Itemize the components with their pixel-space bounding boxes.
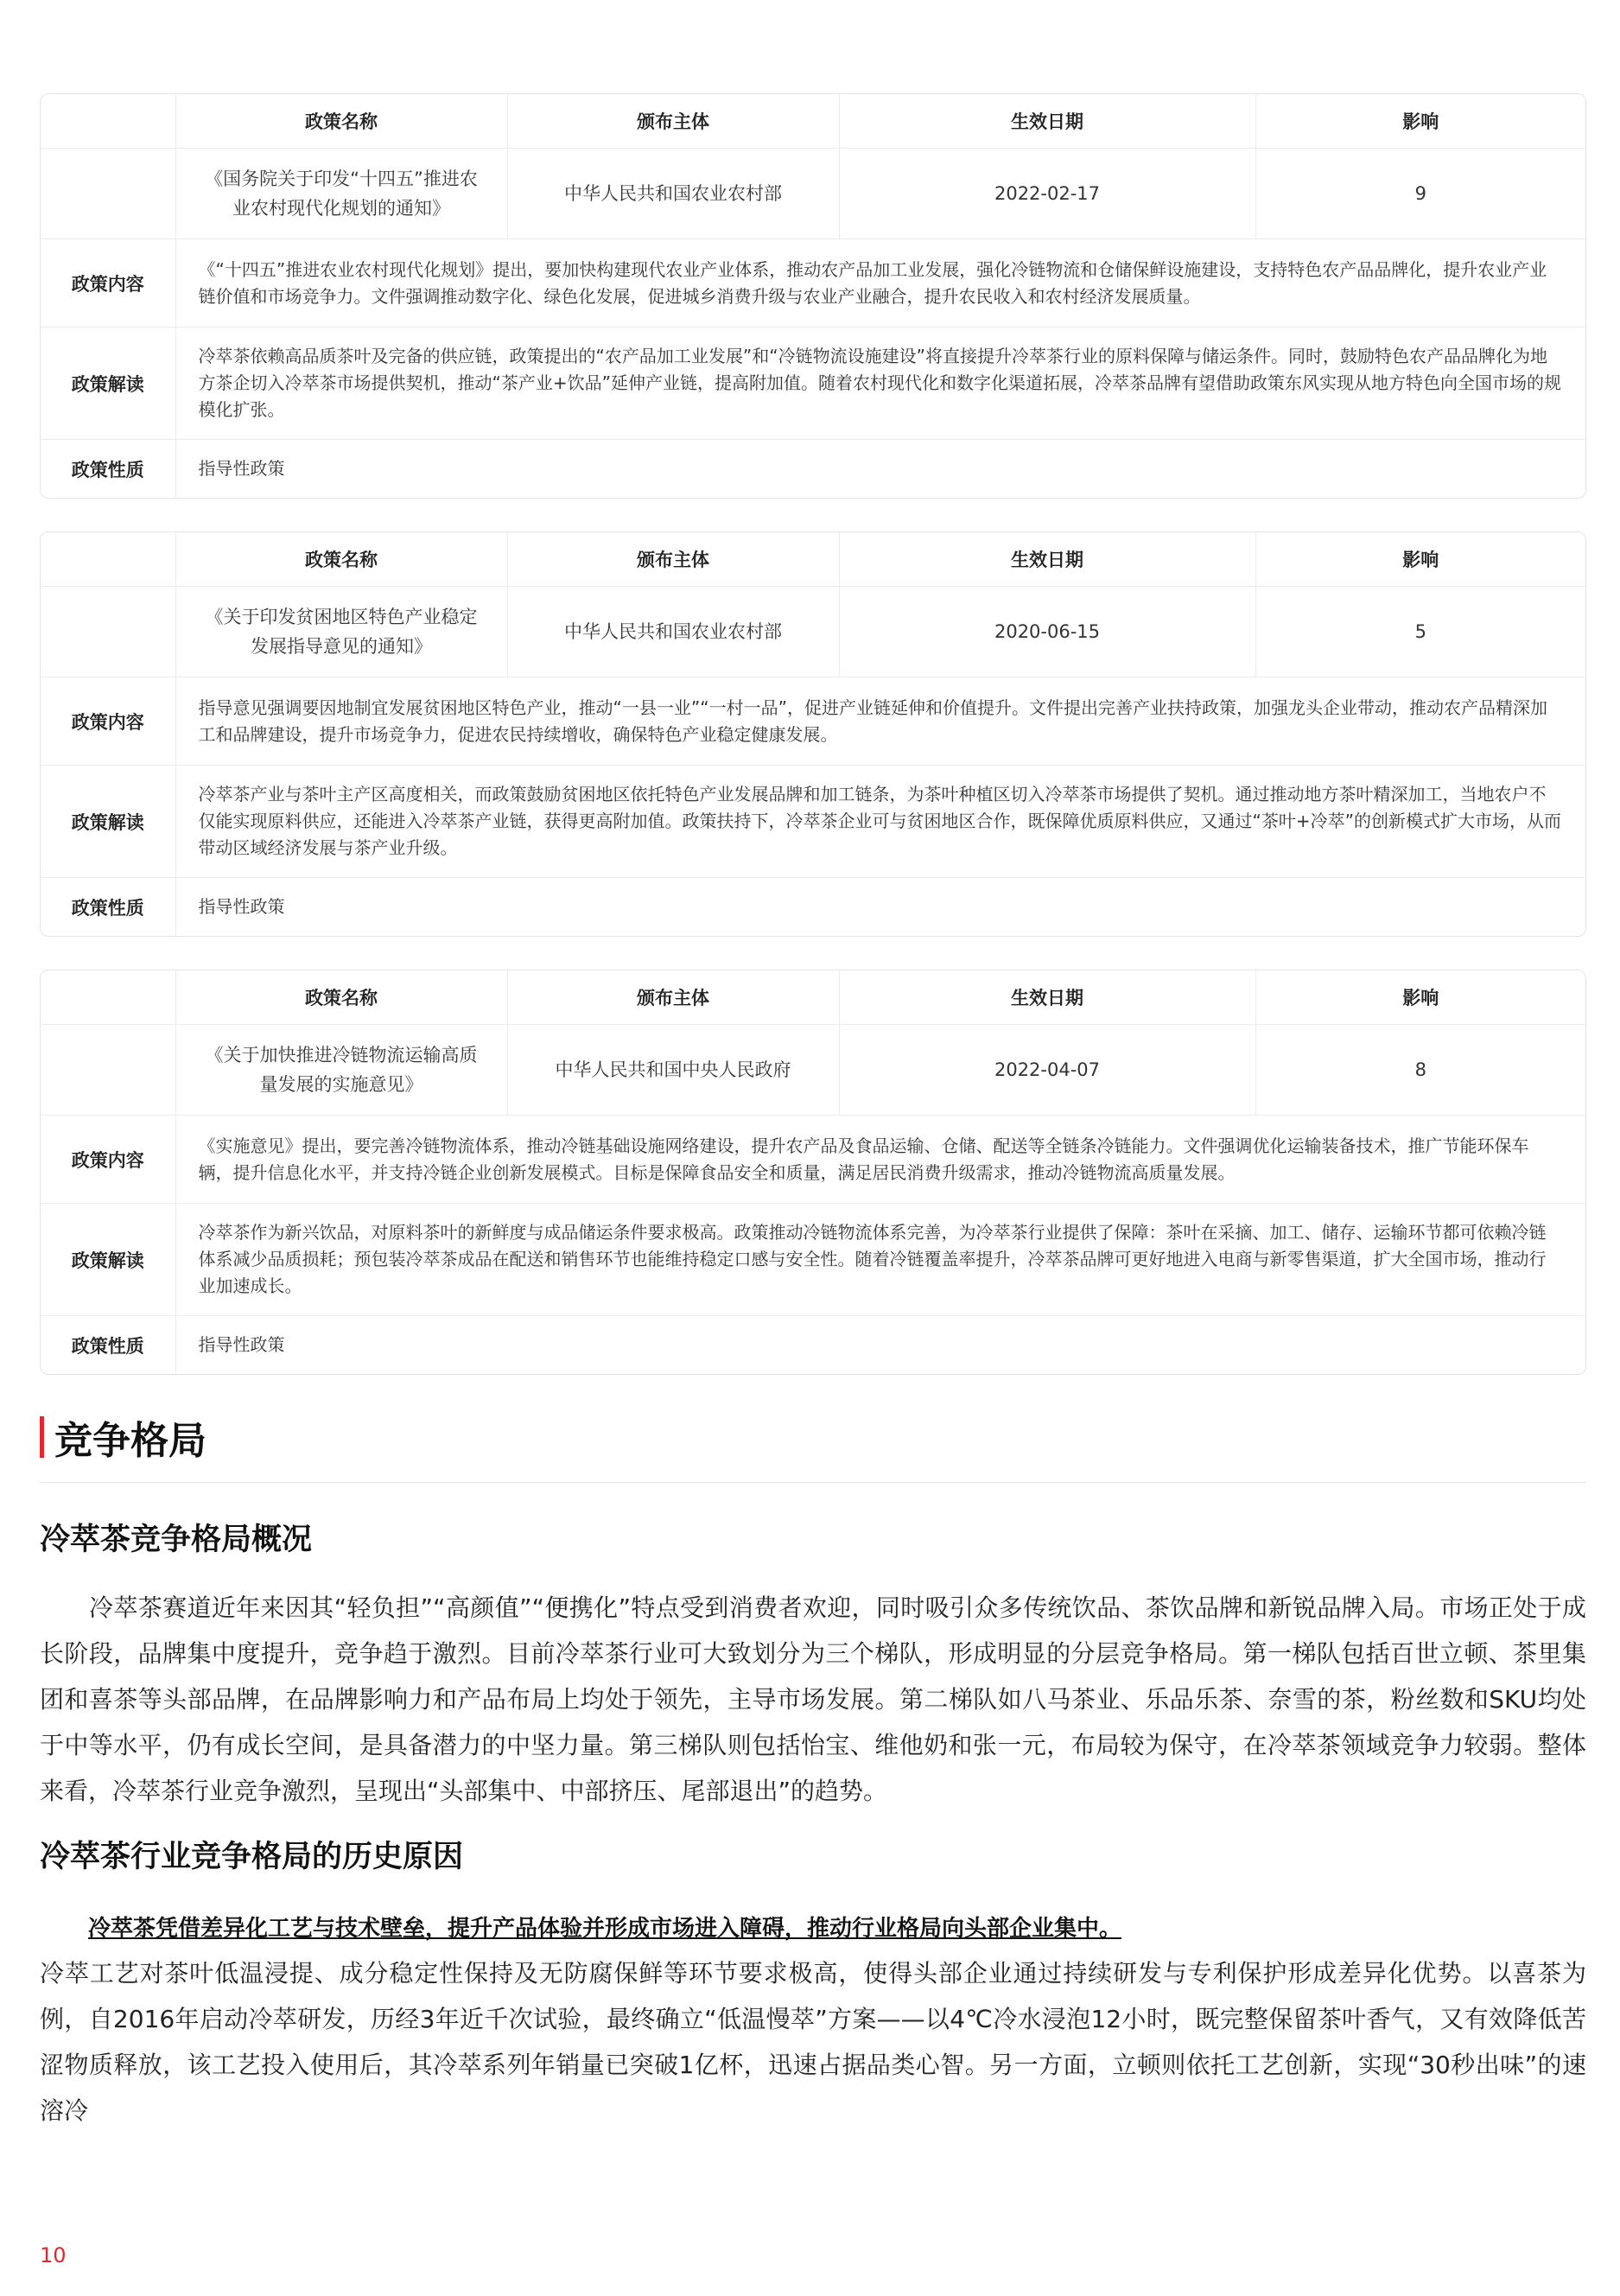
- policy-interpretation: 冷萃茶产业与茶叶主产区高度相关，而政策鼓励贫困地区依托特色产业发展品牌和加工链条，为茶叶种植区切入冷萃茶市场提供了契机。通过推动地方茶叶精深加工，当地农户不仅能实现原料供应，还能进入冷萃茶产业链，获得更高附加值。政策扶持下，冷萃茶企业可与贫困地区合作，既保障优质原料供应，又通过“茶叶+冷萃”的创新模式扩大市场，从而带动区域经济发展与茶产业升级。: [175, 766, 1585, 878]
- policy-date: 2020-06-15: [839, 587, 1255, 677]
- header-issuer: 颁布主体: [507, 970, 839, 1025]
- subheading-history: 冷萃茶行业竞争格局的历史原因: [40, 1840, 464, 1874]
- policy-table: [41, 532, 1585, 936]
- policy-nature-row: [41, 1316, 1585, 1375]
- empty-cell: [41, 149, 175, 239]
- policy-issuer: 中华人民共和国农业农村部: [507, 149, 839, 239]
- policy-content-row: [41, 1116, 1585, 1204]
- policy-table: [41, 94, 1585, 498]
- policy-info-row: [41, 587, 1585, 677]
- header-date: 生效日期: [839, 532, 1255, 587]
- page-content: [40, 93, 1586, 2134]
- policy-card: [40, 970, 1586, 1375]
- policy-content: 指导意见强调要因地制宜发展贫困地区特色产业，推动“一县一业”“一村一品”，促进产业链延伸和价值提升。文件提出完善产业扶持政策，加强龙头企业带动，推动农产品精深加工和品牌建设，提升市场竞争力，促进农民持续增收，确保特色产业稳定健康发展。: [175, 677, 1585, 766]
- table-header-row: [41, 970, 1585, 1025]
- paragraph-overview: 冷萃茶赛道近年来因其“轻负担”“高颜值”“便携化”特点受到消费者欢迎，同时吸引众多传统饮品、茶饮品牌和新锐品牌入局。市场正处于成长阶段，品牌集中度提升，竞争趋于激烈。目前冷萃茶行业可大致划分为三个梯队，形成明显的分层竞争格局。第一梯队包括百世立顿、茶里集团和喜茶等头部品牌，在品牌影响力和产品布局上均处于领先，主导市场发展。第二梯队如八马茶业、乐品乐茶、奈雪的茶，粉丝数和SKU均处于中等水平，仍有成长空间，是具备潜力的中坚力量。第三梯队则包括怡宝、维他奶和张一元，布局较为保守，在冷萃茶领域竞争力较弱。整体来看，冷萃茶行业竞争激烈，呈现出“头部集中、中部挤压、尾部退出”的趋势。: [40, 1593, 1586, 1805]
- section-title: [40, 1408, 1586, 1483]
- policy-impact: 9: [1255, 149, 1585, 239]
- header-impact: 影响: [1255, 970, 1585, 1025]
- policy-interpretation: 冷萃茶作为新兴饮品，对原料茶叶的新鲜度与成品储运条件要求极高。政策推动冷链物流体系完善，为冷萃茶行业提供了保障：茶叶在采摘、加工、储存、运输环节都可依赖冷链体系减少品质损耗；预包装冷萃茶成品在配送和销售环节也能维持稳定口感与安全性。随着冷链覆盖率提升，冷萃茶品牌可更好地进入电商与新零售渠道，扩大全国市场，推动行业加速成长。: [175, 1204, 1585, 1316]
- policy-table: [41, 970, 1585, 1374]
- policy-issuer: 中华人民共和国中央人民政府: [507, 1025, 839, 1116]
- header-policy-name: 政策名称: [175, 532, 507, 587]
- header-impact: 影响: [1255, 532, 1585, 587]
- policy-interpretation-row: [41, 328, 1585, 440]
- nature-label: 政策性质: [41, 878, 175, 937]
- header-issuer: 颁布主体: [507, 532, 839, 587]
- section-heading: 竞争格局: [54, 1419, 206, 1463]
- policy-date: 2022-04-07: [839, 1025, 1255, 1116]
- header-issuer: 颁布主体: [507, 94, 839, 149]
- content-label: 政策内容: [41, 677, 175, 766]
- content-label: 政策内容: [41, 1116, 175, 1204]
- table-header-row: [41, 532, 1585, 587]
- policy-name: 《关于印发贫困地区特色产业稳定发展指导意见的通知》: [175, 587, 507, 677]
- policy-interpretation-row: [41, 766, 1585, 878]
- policy-nature: 指导性政策: [175, 1316, 1585, 1375]
- header-date: 生效日期: [839, 970, 1255, 1025]
- policy-content-row: [41, 677, 1585, 766]
- interpretation-label: 政策解读: [41, 766, 175, 878]
- page-number: 10: [40, 2243, 67, 2267]
- table-header-row: [41, 94, 1585, 149]
- interpretation-label: 政策解读: [41, 1204, 175, 1316]
- policy-impact: 5: [1255, 587, 1585, 677]
- policy-interpretation-row: [41, 1204, 1585, 1316]
- header-policy-name: 政策名称: [175, 94, 507, 149]
- policy-impact: 8: [1255, 1025, 1585, 1116]
- policy-name: 《关于加快推进冷链物流运输高质量发展的实施意见》: [175, 1025, 507, 1116]
- header-policy-name: 政策名称: [175, 970, 507, 1025]
- header-impact: 影响: [1255, 94, 1585, 149]
- policy-card: [40, 93, 1586, 499]
- policy-issuer: 中华人民共和国农业农村部: [507, 587, 839, 677]
- title-accent-bar: [40, 1416, 44, 1458]
- policy-content-row: [41, 239, 1585, 328]
- policy-nature: 指导性政策: [175, 878, 1585, 937]
- header-empty: [41, 532, 175, 587]
- header-empty: [41, 970, 175, 1025]
- policy-nature-row: [41, 440, 1585, 499]
- header-date: 生效日期: [839, 94, 1255, 149]
- policy-nature-row: [41, 878, 1585, 937]
- policy-info-row: [41, 149, 1585, 239]
- header-empty: [41, 94, 175, 149]
- emphasis-statement: 冷萃茶凭借差异化工艺与技术壁垒，提升产品体验并形成市场进入障碍，推动行业格局向头部企业集中。: [88, 1916, 1122, 1942]
- policy-content: 《实施意见》提出，要完善冷链物流体系，推动冷链基础设施网络建设，提升农产品及食品运输、仓储、配送等全链条冷链能力。文件强调优化运输装备技术，推广节能环保车辆，提升信息化水平，并支持冷链企业创新发展模式。目标是保障食品安全和质量，满足居民消费升级需求，推动冷链物流高质量发展。: [175, 1116, 1585, 1204]
- interpretation-label: 政策解读: [41, 328, 175, 440]
- policy-name: 《国务院关于印发“十四五”推进农业农村现代化规划的通知》: [175, 149, 507, 239]
- paragraph-history: 冷萃工艺对茶叶低温浸提、成分稳定性保持及无防腐保鲜等环节要求极高，使得头部企业通过持续研发与专利保护形成差异化优势。以喜茶为例，自2016年启动冷萃研发，历经3年近千次试验，最终确立“低温慢萃”方案——以4℃冷水浸泡12小时，既完整保留茶叶香气，又有效降低苦涩物质释放，该工艺投入使用后，其冷萃系列年销量已突破1亿杯，迅速占据品类心智。另一方面，立顿则依托工艺创新，实现“30秒出味”的速溶冷: [40, 1959, 1586, 2125]
- content-label: 政策内容: [41, 239, 175, 328]
- nature-label: 政策性质: [41, 1316, 175, 1375]
- empty-cell: [41, 587, 175, 677]
- empty-cell: [41, 1025, 175, 1116]
- policy-content: 《“十四五”推进农业农村现代化规划》提出，要加快构建现代农业产业体系，推动农产品加工业发展，强化冷链物流和仓储保鲜设施建设，支持特色农产品品牌化，提升农业产业链价值和市场竞争力。文件强调推动数字化、绿色化发展，促进城乡消费升级与农业产业融合，提升农民收入和农村经济发展质量。: [175, 239, 1585, 328]
- policy-card: [40, 531, 1586, 937]
- policy-date: 2022-02-17: [839, 149, 1255, 239]
- policy-nature: 指导性政策: [175, 440, 1585, 499]
- policy-interpretation: 冷萃茶依赖高品质茶叶及完备的供应链，政策提出的“农产品加工业发展”和“冷链物流设施建设”将直接提升冷萃茶行业的原料保障与储运条件。同时，鼓励特色农产品品牌化为地方茶企切入冷萃茶市场提供契机，推动“茶产业+饮品”延伸产业链，提高附加值。随着农村现代化和数字化渠道拓展，冷萃茶品牌有望借助政策东风实现从地方特色向全国市场的规模化扩张。: [175, 328, 1585, 440]
- nature-label: 政策性质: [41, 440, 175, 499]
- policy-info-row: [41, 1025, 1585, 1116]
- subheading-overview: 冷萃茶竞争格局概况: [40, 1523, 313, 1557]
